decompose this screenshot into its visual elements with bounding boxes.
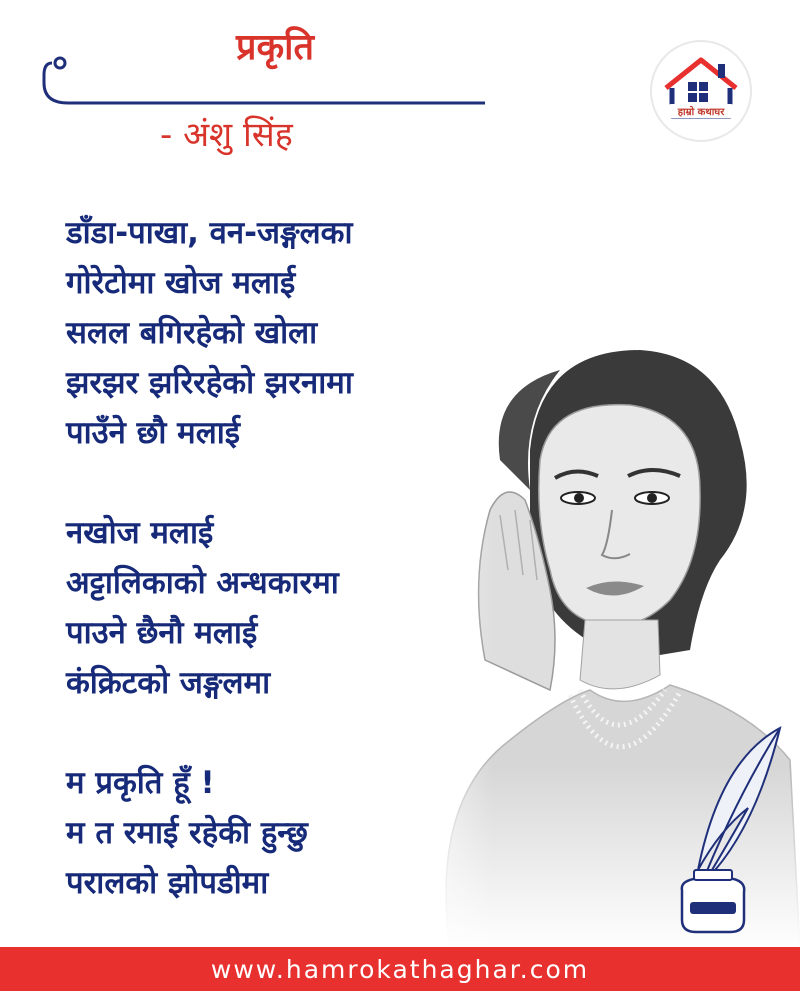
poem-line: म प्रकृति हूँ ! (66, 765, 215, 801)
poem-line: म त रमाई रहेकी हुन्छु (66, 815, 308, 851)
footer-banner (0, 947, 800, 991)
poem-stanza-2 (66, 508, 506, 708)
poem-line: गोरेटोमा खोज मलाई (66, 265, 296, 301)
footer-strip (0, 991, 800, 1000)
poem-line: अट्टालिकाको अन्धकारमा (66, 565, 339, 601)
poem-line: डाँडा-पाखा, वन-जङ्गलका (66, 215, 353, 251)
website-link[interactable]: www.hamrokathaghar.com (210, 954, 590, 984)
poem-line: कंक्रिटको जङ्गलमा (66, 665, 271, 701)
poem-title: प्रकृति (236, 27, 314, 68)
poem-line: नखोज मलाई (66, 515, 214, 551)
poem-stanza-3 (66, 758, 506, 908)
logo-text: हाम्रो कथाघर (677, 107, 725, 118)
poem-line: सलल बगिरहेको खोला (66, 315, 318, 351)
poem-line: परालको झोपडीमा (66, 865, 269, 901)
poem-line: झरझर झरिरहेको झरनामा (66, 365, 353, 401)
poem-stanza-1 (66, 208, 506, 458)
quill-inkpot-icon (660, 720, 790, 940)
house-logo-icon (648, 38, 754, 144)
poem-line: पाउँने छौ मलाई (66, 415, 240, 451)
poem-line: पाउने छैनौ मलाई (66, 615, 258, 651)
poem-body (66, 208, 506, 908)
poem-author: - अंशु सिंह (160, 115, 293, 155)
